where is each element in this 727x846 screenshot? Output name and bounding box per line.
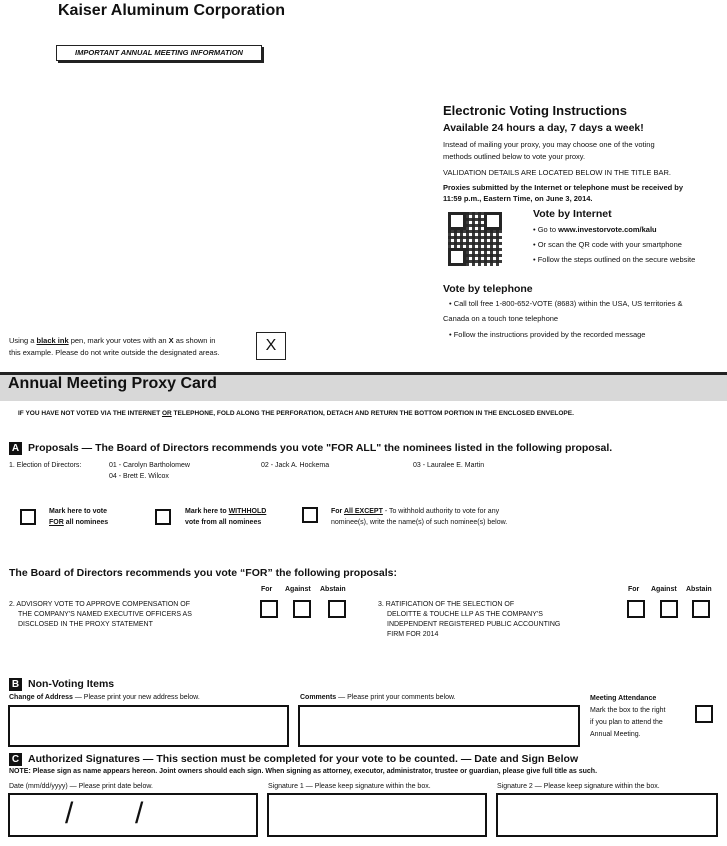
- section-c-tag: C: [9, 753, 22, 766]
- qr-code-icon: [448, 212, 502, 266]
- ev-availability: Available 24 hours a day, 7 days a week!: [443, 122, 644, 134]
- meeting-text-3: Annual Meeting.: [590, 731, 641, 738]
- signature-1-input[interactable]: [267, 793, 487, 837]
- col-for-left: For: [261, 586, 273, 593]
- for-all-label-2: FOR all nominees: [49, 519, 109, 526]
- example-x-box: X: [256, 332, 286, 360]
- col-for-right: For: [628, 586, 640, 593]
- signature-note: NOTE: Please sign as name appears hereon. Joint owners should each sign. When signing as attorney, executor, administrator, trustee or guardian, please give full title as such.: [9, 768, 598, 775]
- phone-title: Vote by telephone: [443, 283, 533, 295]
- meeting-text-1: Mark the box to the right: [590, 707, 666, 714]
- nominee-01: 01 - Carolyn Bartholomew: [109, 462, 190, 469]
- nominee-02: 02 - Jack A. Hockema: [261, 462, 330, 469]
- withhold-label-1: Mark here to WITHHOLD: [185, 508, 267, 515]
- section-b-title: Non-Voting Items: [28, 678, 115, 690]
- ev-deadline-2: 11:59 p.m., Eastern Time, on June 3, 2014.: [443, 194, 593, 203]
- proposal-2-line-2: THE COMPANY'S NAMED EXECUTIVE OFFICERS AS: [18, 611, 192, 618]
- date-label: Date (mm/dd/yyyy) — Please print date below.: [9, 783, 153, 790]
- fold-instructions: IF YOU HAVE NOT VOTED VIA THE INTERNET OR TELEPHONE, FOLD ALONG THE PERFORATION, DETACH AND RETURN THE BOTTOM PORTION IN THE ENCLOSED ENVELOPE.: [18, 410, 574, 417]
- proxy-card-title: Annual Meeting Proxy Card: [8, 375, 217, 392]
- ink-instructions-2: this example. Please do not write outside the designated areas.: [9, 348, 220, 357]
- except-label-2: nominee(s), write the name(s) of such nominee(s) below.: [331, 519, 508, 526]
- p2-against-checkbox[interactable]: [293, 600, 311, 618]
- nominee-03: 03 - Lauralee E. Martin: [413, 462, 485, 469]
- proposal-3-line-1: 3. RATIFICATION OF THE SELECTION OF: [378, 601, 515, 608]
- internet-step-2: • Or scan the QR code with your smartphone: [533, 240, 682, 249]
- meeting-attendance-checkbox[interactable]: [695, 705, 713, 723]
- ev-title: Electronic Voting Instructions: [443, 103, 627, 118]
- meeting-text-2: if you plan to attend the: [590, 719, 663, 726]
- proposal-3-line-2: DELOITTE & TOUCHE LLP AS THE COMPANY'S: [387, 611, 543, 618]
- for-all-except-checkbox[interactable]: [302, 507, 318, 523]
- nominee-04: 04 - Brett E. Wilcox: [109, 473, 169, 480]
- p3-for-checkbox[interactable]: [627, 600, 645, 618]
- comments-input[interactable]: [298, 705, 580, 747]
- withhold-all-checkbox[interactable]: [155, 509, 171, 525]
- for-all-checkbox[interactable]: [20, 509, 36, 525]
- signature-2-input[interactable]: [496, 793, 718, 837]
- internet-step-3: • Follow the steps outlined on the secure website: [533, 255, 696, 264]
- col-against-right: Against: [651, 586, 677, 593]
- internet-url[interactable]: www.investorvote.com/kalu: [558, 225, 657, 234]
- ink-instructions-1: Using a black ink pen, mark your votes with an X as shown in: [9, 336, 216, 345]
- phone-step-2: • Follow the instructions provided by the recorded message: [449, 330, 646, 339]
- proposal-3-line-3: INDEPENDENT REGISTERED PUBLIC ACCOUNTING: [387, 621, 561, 628]
- proposals-heading: The Board of Directors recommends you vote “FOR” the following proposals:: [9, 567, 397, 579]
- important-info-label: IMPORTANT ANNUAL MEETING INFORMATION: [56, 45, 262, 61]
- ev-deadline-1: Proxies submitted by the Internet or telephone must be received by: [443, 183, 684, 192]
- section-a-tag: A: [9, 442, 22, 455]
- company-name: Kaiser Aluminum Corporation: [58, 2, 285, 19]
- date-slash-1: /: [65, 797, 74, 830]
- col-abstain-right: Abstain: [686, 586, 712, 593]
- withhold-label-2: vote from all nominees: [185, 519, 262, 526]
- proposal-2-line-1: 2. ADVISORY VOTE TO APPROVE COMPENSATION OF: [9, 601, 191, 608]
- col-abstain-left: Abstain: [320, 586, 346, 593]
- signature-2-label: Signature 2 — Please keep signature within the box.: [497, 783, 660, 790]
- p2-for-checkbox[interactable]: [260, 600, 278, 618]
- comments-label: Comments — Please print your comments below.: [300, 694, 456, 701]
- proposal-2-line-3: DISCLOSED IN THE PROXY STATEMENT: [18, 621, 153, 628]
- except-label-1: For All EXCEPT - To withhold authority to vote for any: [331, 508, 500, 515]
- phone-step-1: • Call toll free 1-800-652-VOTE (8683) within the USA, US territories &: [449, 299, 683, 308]
- for-all-label-1: Mark here to vote: [49, 508, 107, 515]
- internet-title: Vote by Internet: [533, 208, 612, 220]
- internet-step-1: • Go to www.investorvote.com/kalu: [533, 225, 657, 234]
- p3-abstain-checkbox[interactable]: [692, 600, 710, 618]
- proposal-3-line-4: FIRM FOR 2014: [387, 631, 439, 638]
- p2-abstain-checkbox[interactable]: [328, 600, 346, 618]
- date-slash-2: /: [135, 797, 144, 830]
- ev-intro-2: methods outlined below to vote your proxy.: [443, 152, 586, 161]
- date-input[interactable]: [8, 793, 258, 837]
- section-b-tag: B: [9, 678, 22, 691]
- signature-1-label: Signature 1 — Please keep signature within the box.: [268, 783, 431, 790]
- meeting-attendance-label: Meeting Attendance: [590, 695, 657, 702]
- section-a-title: Proposals — The Board of Directors recommends you vote "FOR ALL" the nominees listed in the following proposal.: [28, 442, 613, 454]
- phone-step-1b: Canada on a touch tone telephone: [443, 314, 559, 323]
- ev-validation: VALIDATION DETAILS ARE LOCATED BELOW IN THE TITLE BAR.: [443, 168, 671, 177]
- address-input[interactable]: [8, 705, 289, 747]
- col-against-left: Against: [285, 586, 311, 593]
- election-label: 1. Election of Directors:: [9, 462, 82, 469]
- p3-against-checkbox[interactable]: [660, 600, 678, 618]
- ev-intro-1: Instead of mailing your proxy, you may choose one of the voting: [443, 140, 655, 149]
- section-c-title: Authorized Signatures — This section must be completed for your vote to be counted. — Date and Sign Below: [28, 753, 579, 765]
- address-label: Change of Address — Please print your new address below.: [9, 694, 200, 701]
